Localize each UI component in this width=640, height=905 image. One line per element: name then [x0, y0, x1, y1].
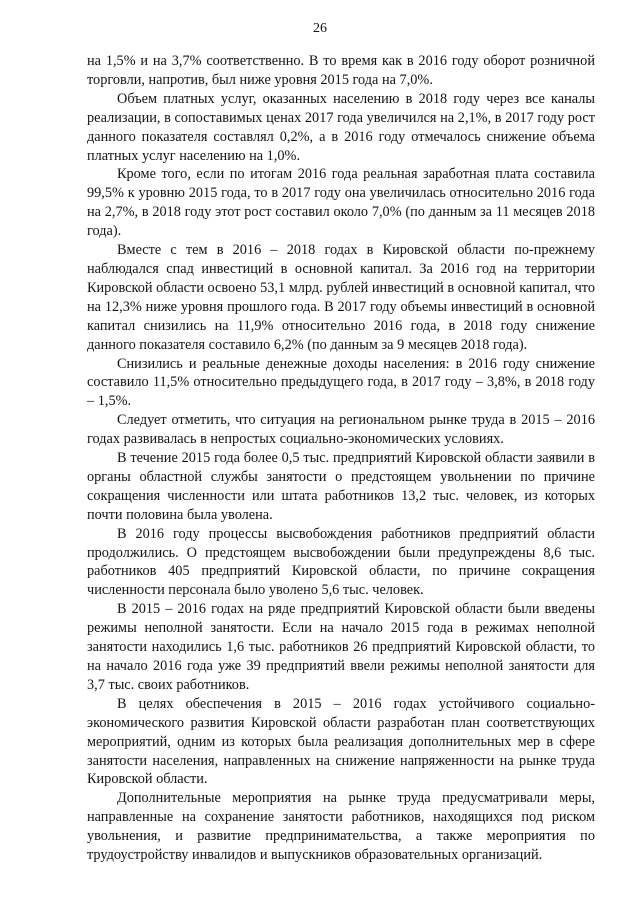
- paragraph: В целях обеспечения в 2015 – 2016 годах устойчивого социально-экономического развития Кировской области разработан план соответствующих мероприятий, одним из которых была реализация дополнительных мер в сфере занятости населения, направленных на снижение напряженности на рынке труда Кировской области.: [87, 695, 595, 788]
- page-number: 26: [313, 21, 327, 36]
- paragraph: В 2015 – 2016 годах на ряде предприятий Кировской области были введены режимы неполной занятости. Если на начало 2015 года в режимах неполной занятости находились 1,6 тыс. работников 26 предприятий Кировской области, то на начало 2016 года уже 39 предприятий ввели режимы неполной занятости для 3,7 тыс. своих работников.: [87, 601, 595, 693]
- paragraph: В 2016 году процессы высвобождения работников предприятий области продолжились. О предстоящем высвобождении были предупреждены 8,6 тыс. работников 405 предприятий Кировской области, по причине сокращения численности персонала было уволено 5,6 тыс. человек.: [87, 525, 595, 599]
- document-body: [87, 52, 595, 865]
- paragraph: Кроме того, если по итогам 2016 года реальная заработная плата составила 99,5% к уровню 2015 года, то в 2017 году она увеличилась относительно 2016 года на 2,7%, в 2018 году этот рост составил около 7,0% (по данным за 11 месяцев 2018 года).: [87, 166, 595, 240]
- paragraph: Следует отметить, что ситуация на региональном рынке труда в 2015 – 2016 годах развивалась в непростых социально-экономических условиях.: [87, 412, 595, 448]
- paragraph: на 1,5% и на 3,7% соответственно. В то время как в 2016 году оборот розничной торговли, напротив, был ниже уровня 2015 года на 7,0%.: [87, 53, 595, 88]
- paragraph: Вместе с тем в 2016 – 2018 годах в Кировской области по-прежнему наблюдался спад инвестиций в основной капитал. За 2016 год на территории Кировской области освоено 53,1 млрд. рублей инвестиций в основной капитал, что на 12,3% ниже уровня прошлого года. В 2017 году объемы инвестиций в основной капитал снизились на 11,9% относительно 2016 года, в 2018 году снижение данного показателя составило 6,2% (по данным за 9 месяцев 2018 года).: [87, 242, 595, 353]
- paragraph: Снизились и реальные денежные доходы населения: в 2016 году снижение составило 11,5% относительно предыдущего года, в 2017 году – 3,8%, в 2018 году – 1,5%.: [87, 355, 595, 410]
- paragraph: В течение 2015 года более 0,5 тыс. предприятий Кировской области заявили в органы областной службы занятости о предстоящем увольнении по причине сокращения численности или штата работников 13,2 тыс. человек, из которых почти половина была уволена.: [87, 450, 595, 523]
- paragraph: Дополнительные мероприятия на рынке труда предусматривали меры, направленные на сохранение занятости работников, находящихся под риском увольнения, и развитие предпринимательства, а также мероприятия по трудоустройству инвалидов и выпускников образовательных организаций.: [87, 790, 595, 864]
- paragraph: Объем платных услуг, оказанных населению в 2018 году через все каналы реализации, в сопоставимых ценах 2017 года увеличился на 2,1%, в 2017 году рост данного показателя составлял 0,2%, а в 2016 году отмечалось снижение объема платных услуг населению на 1,0%.: [87, 90, 595, 164]
